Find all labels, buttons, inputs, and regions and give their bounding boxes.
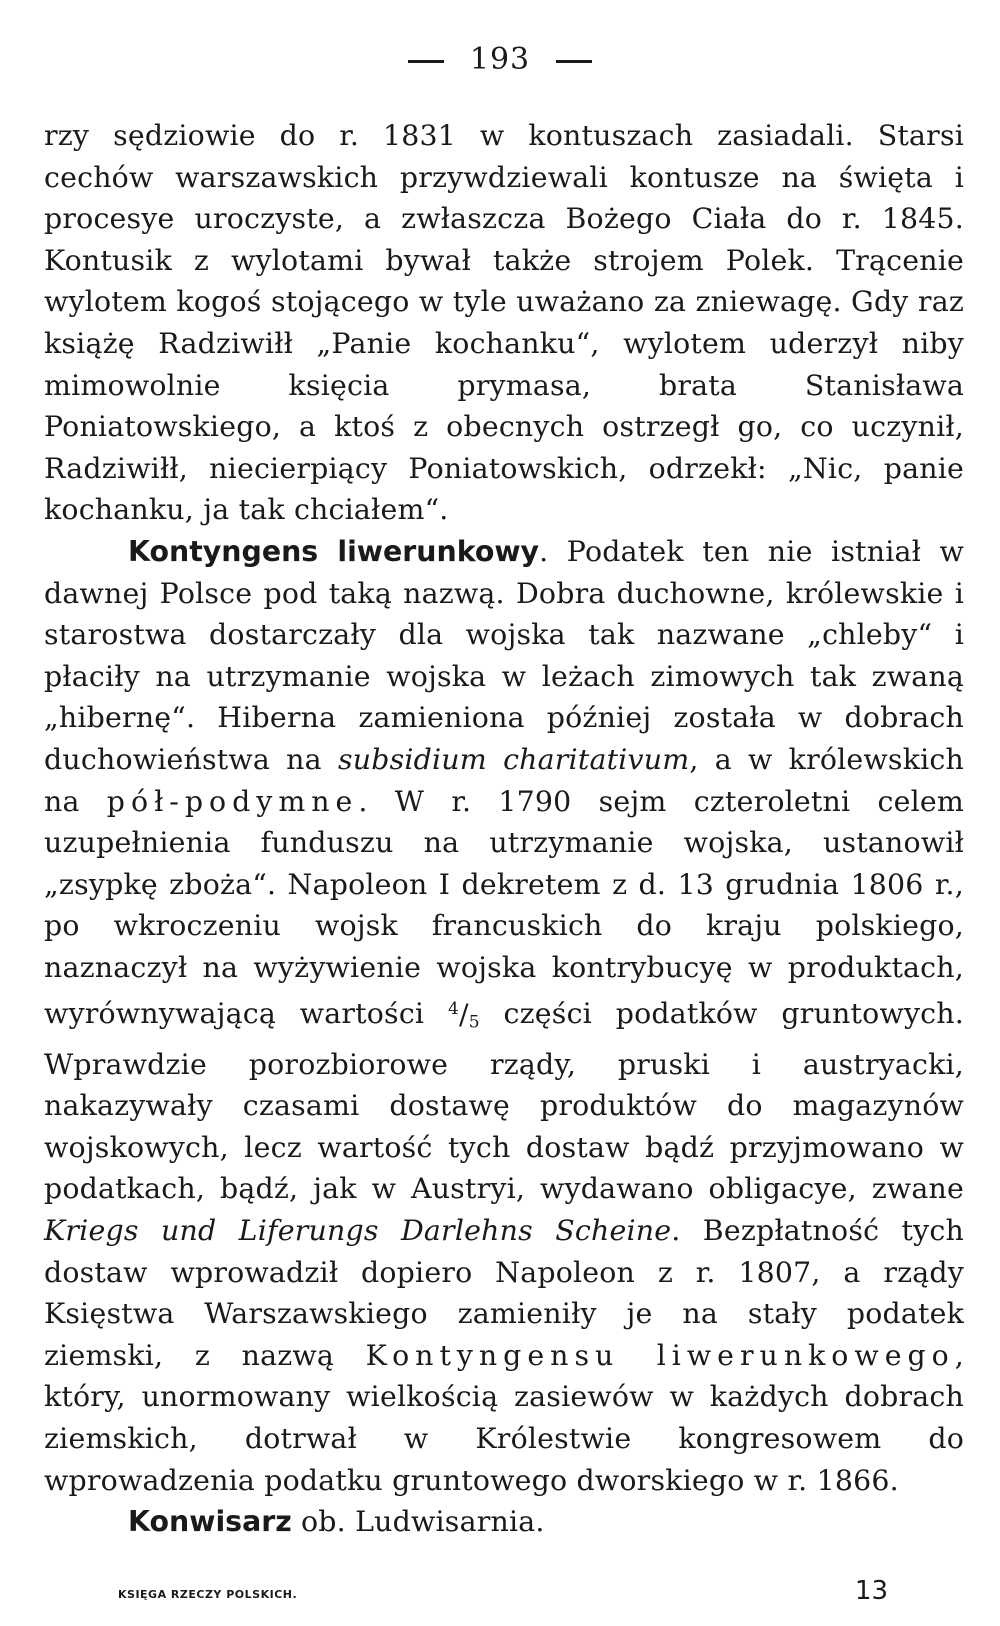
paragraph (44, 531, 964, 1501)
page-header (0, 42, 1000, 77)
printer-signature: KSIĘGA RZECZY POLSKICH. (118, 1588, 298, 1601)
text-run: , który, unormowany wielkością zasiewów w każdych dobrach ziemskich, dotrwał w Królestwie kongresowem do wprowadzenia podatku gruntowego dworskiego w r. 1866. (44, 1338, 965, 1497)
paragraph (44, 1501, 964, 1543)
header-dash-left (408, 60, 444, 63)
text-run: , a w królewskich na (44, 742, 964, 818)
body-text (44, 115, 964, 1543)
text-run: . Bezpłatność tych dostaw wprowadził dopiero Napoleon z r. 1807, a rządy Księstwa Warszawskiego zamieniły je na stały podatek ziemski, z nazwą (44, 1214, 964, 1372)
text-run: części podatków gruntowych. Wprawdzie porozbiorowe rządy, pruski i austryacki, nakazywały czasami dostawę produktów do magazynów wojskowych, lecz wartość tych dostaw bądź przyjmowano w podatkach, bądź, jak w Austryi, wydawano obligacye, zwane (44, 997, 964, 1206)
spaced-term: Kontyngensu liwerunkowego (365, 1338, 955, 1372)
text-run: . Podatek ten nie istniał w dawnej Polsce pod taką nazwą. Dobra duchowne, królewskie i starostwa dostarczały dla wojska tak nazwane „chleby“ i płaciły na utrzymanie wojska w leżach zimowych tak zwaną „hibernę“. Hiberna zamieniona później została w dobrach duchowieństwa na (44, 534, 965, 776)
italic-phrase: Kriegs und Liferungs Darlehns Scheine (44, 1214, 672, 1248)
italic-phrase: subsidium charitativum (337, 742, 690, 776)
header-dash-right (556, 60, 592, 63)
page-number: 193 (469, 42, 531, 77)
paragraph (44, 115, 964, 531)
entry-headword: Kontyngens liwerunkowy (128, 534, 540, 568)
text-run: . W r. 1790 sejm czteroletni celem uzupełnienia funduszu na utrzymanie wojska, ustanowił „zsypkę zboża“. Napoleon I dekretem z d. 13 grudnia 1806 r., po wkroczeniu wojsk francuskich do kraju polskiego, naznaczył na wyżywienie wojska kontrybucyę w produktach, wyrównywającą wartości (44, 784, 964, 1031)
entry-headword: Konwisarz (128, 1505, 292, 1539)
fraction: $^4/_5$ (447, 997, 480, 1033)
spaced-term: pół-podymne (106, 784, 359, 818)
text-run: ob. Ludwisarnia. (291, 1505, 545, 1539)
sheet-number: 13 (854, 1576, 888, 1606)
text-run: rzy sędziowie do r. 1831 w kontuszach zasiadali. Starsi cechów warszawskich przywdziewali kontusze na święta i procesye uroczyste, a zwłaszcza Bożego Ciała do r. 1845. Kontusik z wylotami bywał także strojem Polek. Trącenie wylotem kogoś stojącego w tyle uważano za zniewagę. Gdy raz książę Radziwiłł „Panie kochanku“, wylotem uderzył niby mimowolnie księcia prymasa, brata Stanisława Poniatowskiego, a ktoś z obecnych ostrzegł go, co uczynił, Radziwiłł, niecierpiący Poniatowskich, odrzekł: „Nic, panie kochanku, ja tak chciałem“. (44, 119, 964, 527)
